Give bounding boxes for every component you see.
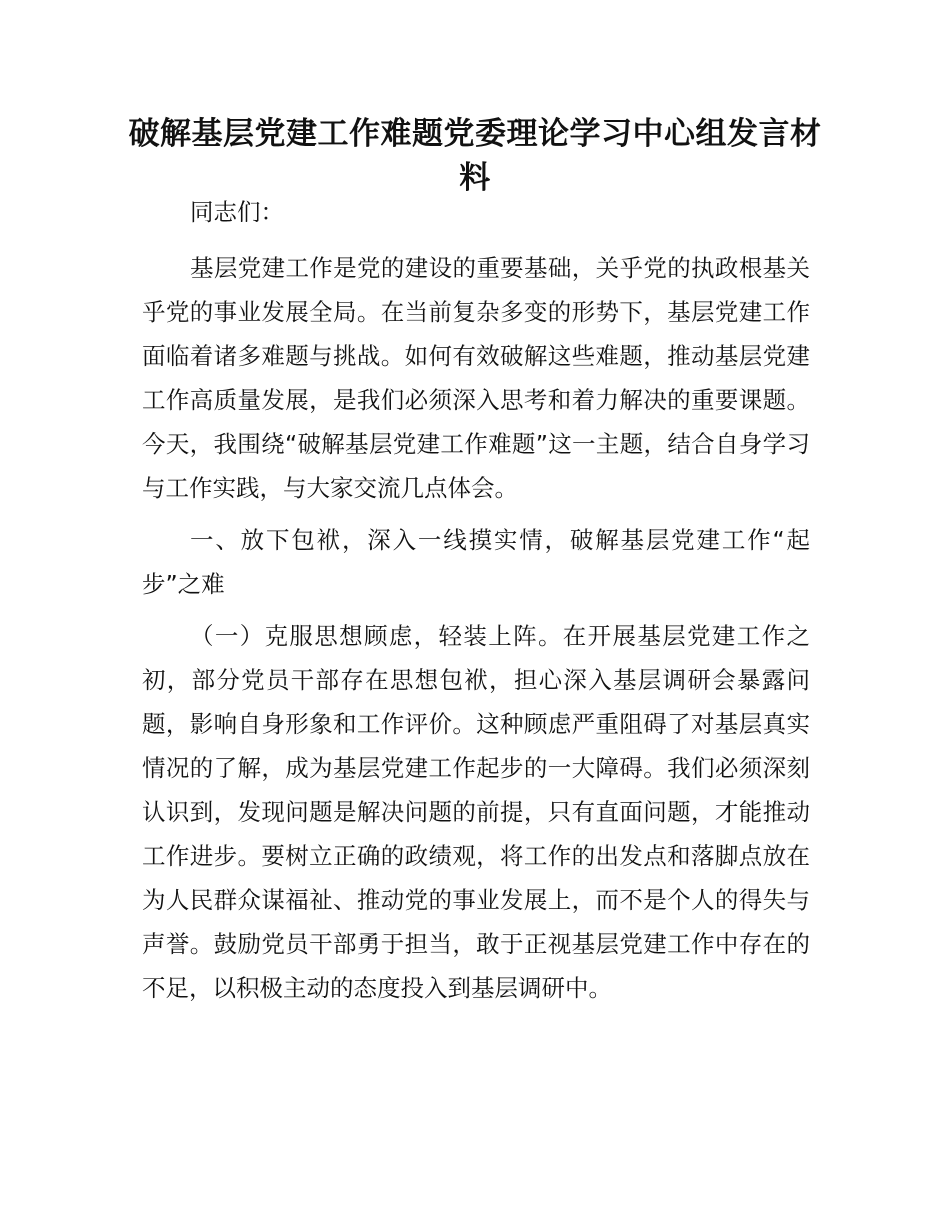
paragraph-intro: 基层党建工作是党的建设的重要基础，关乎党的执政根基关乎党的事业发展全局。在当前复杂多变的形势下，基层党建工作面临着诸多难题与挑战。如何有效破解这些难题，推动基层党建工作高质量发展，是我们必须深入思考和着力解决的重要课题。今天，我围绕“破解基层党建工作难题”这一主题，结合自身学习与工作实践，与大家交流几点体会。 <box>142 254 810 502</box>
section-heading-1: 一、放下包袱，深入一线摸实情，破解基层党建工作“起步”之难 <box>142 526 810 598</box>
document-title: 破解基层党建工作难题党委理论学习中心组发言材料 <box>128 116 822 196</box>
document-body <box>142 190 810 1018</box>
paragraph-subsection-1: （一）克服思想顾虑，轻装上阵。在开展基层党建工作之初，部分党员干部存在思想包袱，担心深入基层调研会暴露问题，影响自身形象和工作评价。这种顾虑严重阻碍了对基层真实情况的了解，成为基层党建工作起步的一大障碍。我们必须深刻认识到，发现问题是解决问题的前提，只有直面问题，才能推动工作进步。要树立正确的政绩观，将工作的出发点和落脚点放在为人民群众谋福祉、推动党的事业发展上，而不是个人的得失与声誉。鼓励党员干部勇于担当，敢于正视基层党建工作中存在的不足，以积极主动的态度投入到基层调研中。 <box>142 622 810 1002</box>
greeting: 同志们： <box>190 198 284 226</box>
